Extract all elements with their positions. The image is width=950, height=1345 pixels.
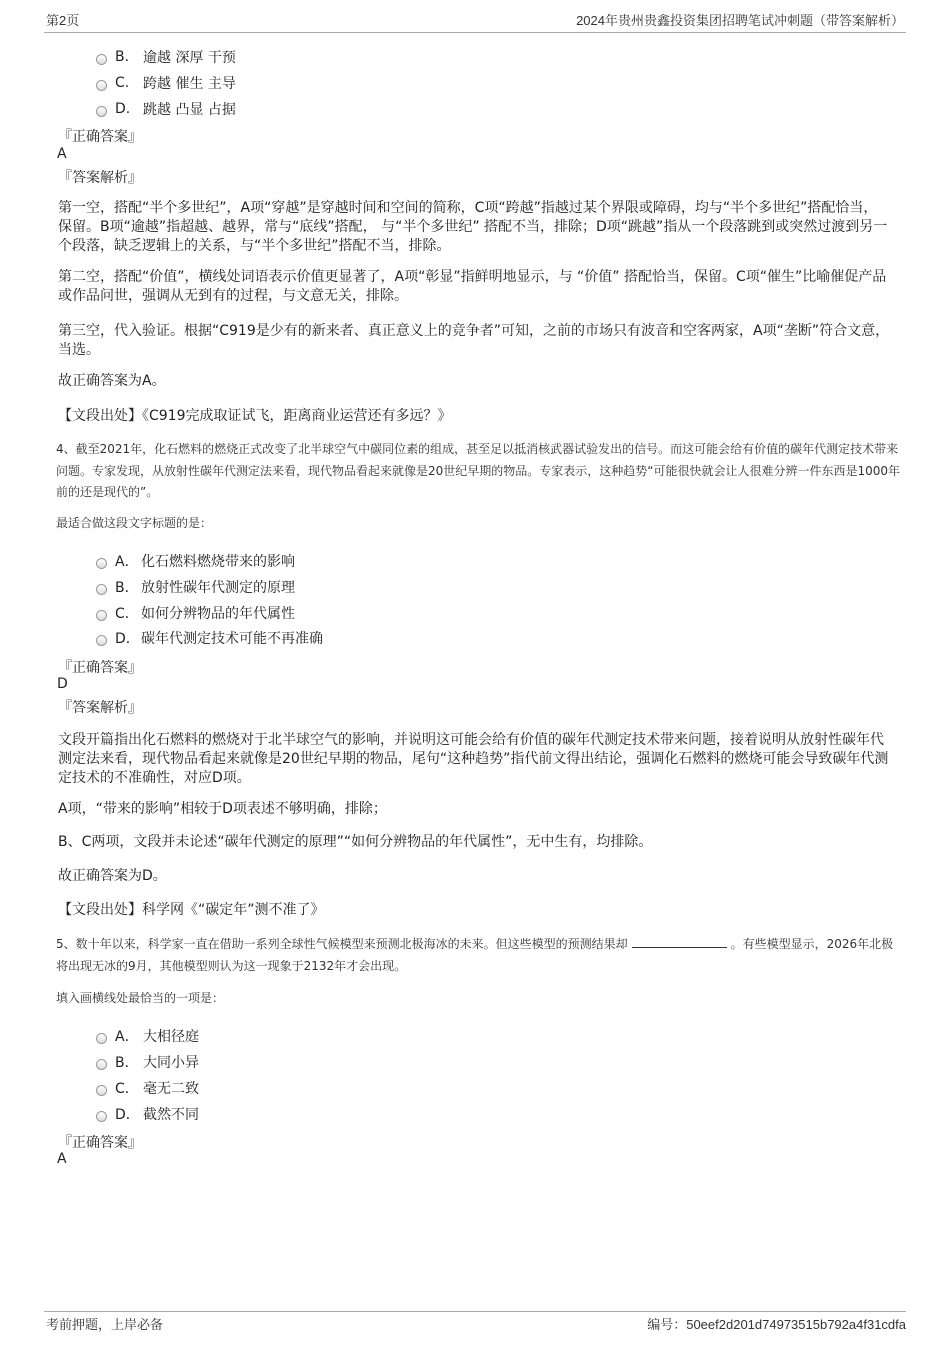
q4-prompt: 最适合做这段文字标题的是：	[56, 516, 213, 530]
q3-option-c[interactable]	[96, 73, 236, 93]
option-text: 大相径庭	[143, 1029, 199, 1045]
option-letter: C．	[115, 606, 139, 622]
q5-answer-label: 『正确答案』	[58, 1135, 142, 1151]
q4-source: 【文段出处】科学网《“碳定年”测不准了》	[58, 902, 325, 918]
option-letter: D．	[115, 1107, 140, 1123]
q3-option-b[interactable]	[96, 47, 236, 67]
option-text: 大同小异	[143, 1055, 199, 1071]
option-letter: B．	[115, 1055, 139, 1071]
q3-conclusion: 故正确答案为A。	[58, 373, 166, 389]
q3-analysis-p2: 第二空，搭配“价值”，横线处词语表示价值更显著了，A项“彰显”指鲜明地显示，与 “价值” 搭配恰当，保留。C项“催生”比喻催促产品或作品问世，强调从无到有的过程，与文意无关，排除。	[58, 269, 887, 304]
footer-slogan: 考前押题，上岸必备	[46, 1317, 164, 1332]
option-text: 如何分辨物品的年代属性	[141, 606, 295, 622]
document-id: 编号：50eef2d201d74973515b792a4f31cdfa	[647, 1317, 906, 1332]
option-letter: A．	[115, 1029, 139, 1045]
option-letter: B.	[115, 49, 130, 65]
option-text: 截然不同	[143, 1107, 199, 1123]
q3-analysis-p3: 第三空，代入验证。根据“C919是少有的新来者、真正意义上的竞争者”可知，之前的市场只有波音和空客两家，A项“垄断”符合文意，当选。	[58, 323, 890, 358]
radio-icon[interactable]	[96, 106, 107, 117]
q5-prompt: 填入画横线处最恰当的一项是：	[56, 991, 225, 1005]
radio-icon[interactable]	[96, 1085, 107, 1096]
q4-option-b[interactable]	[96, 577, 295, 597]
document-title: 2024年贵州贵鑫投资集团招聘笔试冲刺题（带答案解析）	[576, 13, 904, 28]
q4-analysis-label: 『答案解析』	[58, 700, 142, 716]
radio-icon[interactable]	[96, 1033, 107, 1044]
radio-icon[interactable]	[96, 1059, 107, 1070]
option-letter: C．	[115, 1081, 139, 1097]
q5-text-after: 。有些模型显示，2026年北极将出现无冰的9月，其他模型则认为这一现象于2132年才会出现。	[56, 937, 894, 973]
option-letter: D．	[115, 631, 140, 647]
q4-text: 4、截至2021年，化石燃料的燃烧正式改变了北半球空气中碳同位素的组成，甚至足以抵消核武器试验发出的信号。而这可能会给有价值的碳年代测定技术带来问题。专家发现，从放射性碳年代测定法来看，现代物品看起来就像是20世纪早期的物品。专家表示，这种趋势“可能很快就会让人很难分辨一件东西是1000年前的还是现代的”。	[56, 442, 901, 499]
q3-answer: A	[57, 146, 67, 162]
radio-icon[interactable]	[96, 584, 107, 595]
header-divider	[44, 32, 906, 33]
q4-option-d[interactable]	[96, 628, 323, 648]
q3-option-d[interactable]	[96, 99, 236, 119]
option-text: 放射性碳年代测定的原理	[141, 580, 295, 596]
option-text: 跳越 凸显 占据	[143, 102, 236, 118]
q4-conclusion: 故正确答案为D。	[58, 868, 167, 884]
q3-source: 【文段出处】《C919完成取证试飞，距离商业运营还有多远？》	[58, 408, 452, 424]
option-text: 化石燃料燃烧带来的影响	[141, 554, 295, 570]
q5-text-before: 5、数十年以来，科学家一直在借助一系列全球性气候模型来预测北极海冰的未来。但这些模型的预测结果却	[56, 937, 628, 951]
radio-icon[interactable]	[96, 80, 107, 91]
option-letter: B．	[115, 580, 139, 596]
q4-answer-label: 『正确答案』	[58, 660, 142, 676]
option-text: 毫无二致	[143, 1081, 199, 1097]
q4-analysis-p2: A项，“带来的影响”相较于D项表述不够明确，排除；	[58, 801, 387, 817]
option-letter: D.	[115, 101, 131, 117]
footer-divider	[44, 1311, 906, 1312]
q4-option-c[interactable]	[96, 603, 295, 623]
radio-icon[interactable]	[96, 610, 107, 621]
q5-answer: A	[57, 1151, 67, 1167]
q3-answer-label: 『正确答案』	[58, 129, 142, 145]
q4-analysis-p1: 文段开篇指出化石燃料的燃烧对于北半球空气的影响，并说明这可能会给有价值的碳年代测定技术带来问题，接着说明从放射性碳年代测定法来看，现代物品看起来就像是20世纪早期的物品，尾句“这种趋势”指代前文得出结论，强调化石燃料的燃烧可能会导致碳年代测定技术的不准确性，对应D项。	[58, 732, 889, 786]
q3-analysis-label: 『答案解析』	[58, 170, 142, 186]
q5-option-d[interactable]	[96, 1104, 199, 1124]
q3-analysis-p1: 第一空，搭配“半个多世纪”，A项“穿越”是穿越时间和空间的简称，C项“跨越”指越过某个界限或障碍，均与“半个多世纪”搭配恰当，保留。B项“逾越”指超越、越界，常与“底线”搭配， 与“半个多世纪” 搭配不当，排除；D项“跳越”指从一个段落跳到或突然过渡到另一个段落，缺乏逻辑上的关系，与“半个多世纪”搭配不当，排除。	[58, 200, 888, 254]
radio-icon[interactable]	[96, 1111, 107, 1122]
q4-answer: D	[57, 676, 68, 692]
radio-icon[interactable]	[96, 558, 107, 569]
q4-option-a[interactable]	[96, 551, 295, 571]
radio-icon[interactable]	[96, 54, 107, 65]
option-letter: A．	[115, 554, 139, 570]
q5-option-a[interactable]	[96, 1026, 199, 1046]
q5-option-b[interactable]	[96, 1052, 199, 1072]
q5-option-c[interactable]	[96, 1078, 199, 1098]
option-text: 跨越 催生 主导	[143, 76, 236, 92]
q4-analysis-p3: B、C两项，文段并未论述“碳年代测定的原理”“如何分辨物品的年代属性”，无中生有，均排除。	[58, 834, 653, 850]
fill-blank	[632, 935, 727, 948]
option-letter: C.	[115, 75, 130, 91]
option-text: 逾越 深厚 干预	[143, 50, 236, 66]
q5-text	[56, 934, 901, 977]
option-text: 碳年代测定技术可能不再准确	[141, 631, 323, 647]
radio-icon[interactable]	[96, 635, 107, 646]
page-number: 第2页	[46, 13, 80, 28]
